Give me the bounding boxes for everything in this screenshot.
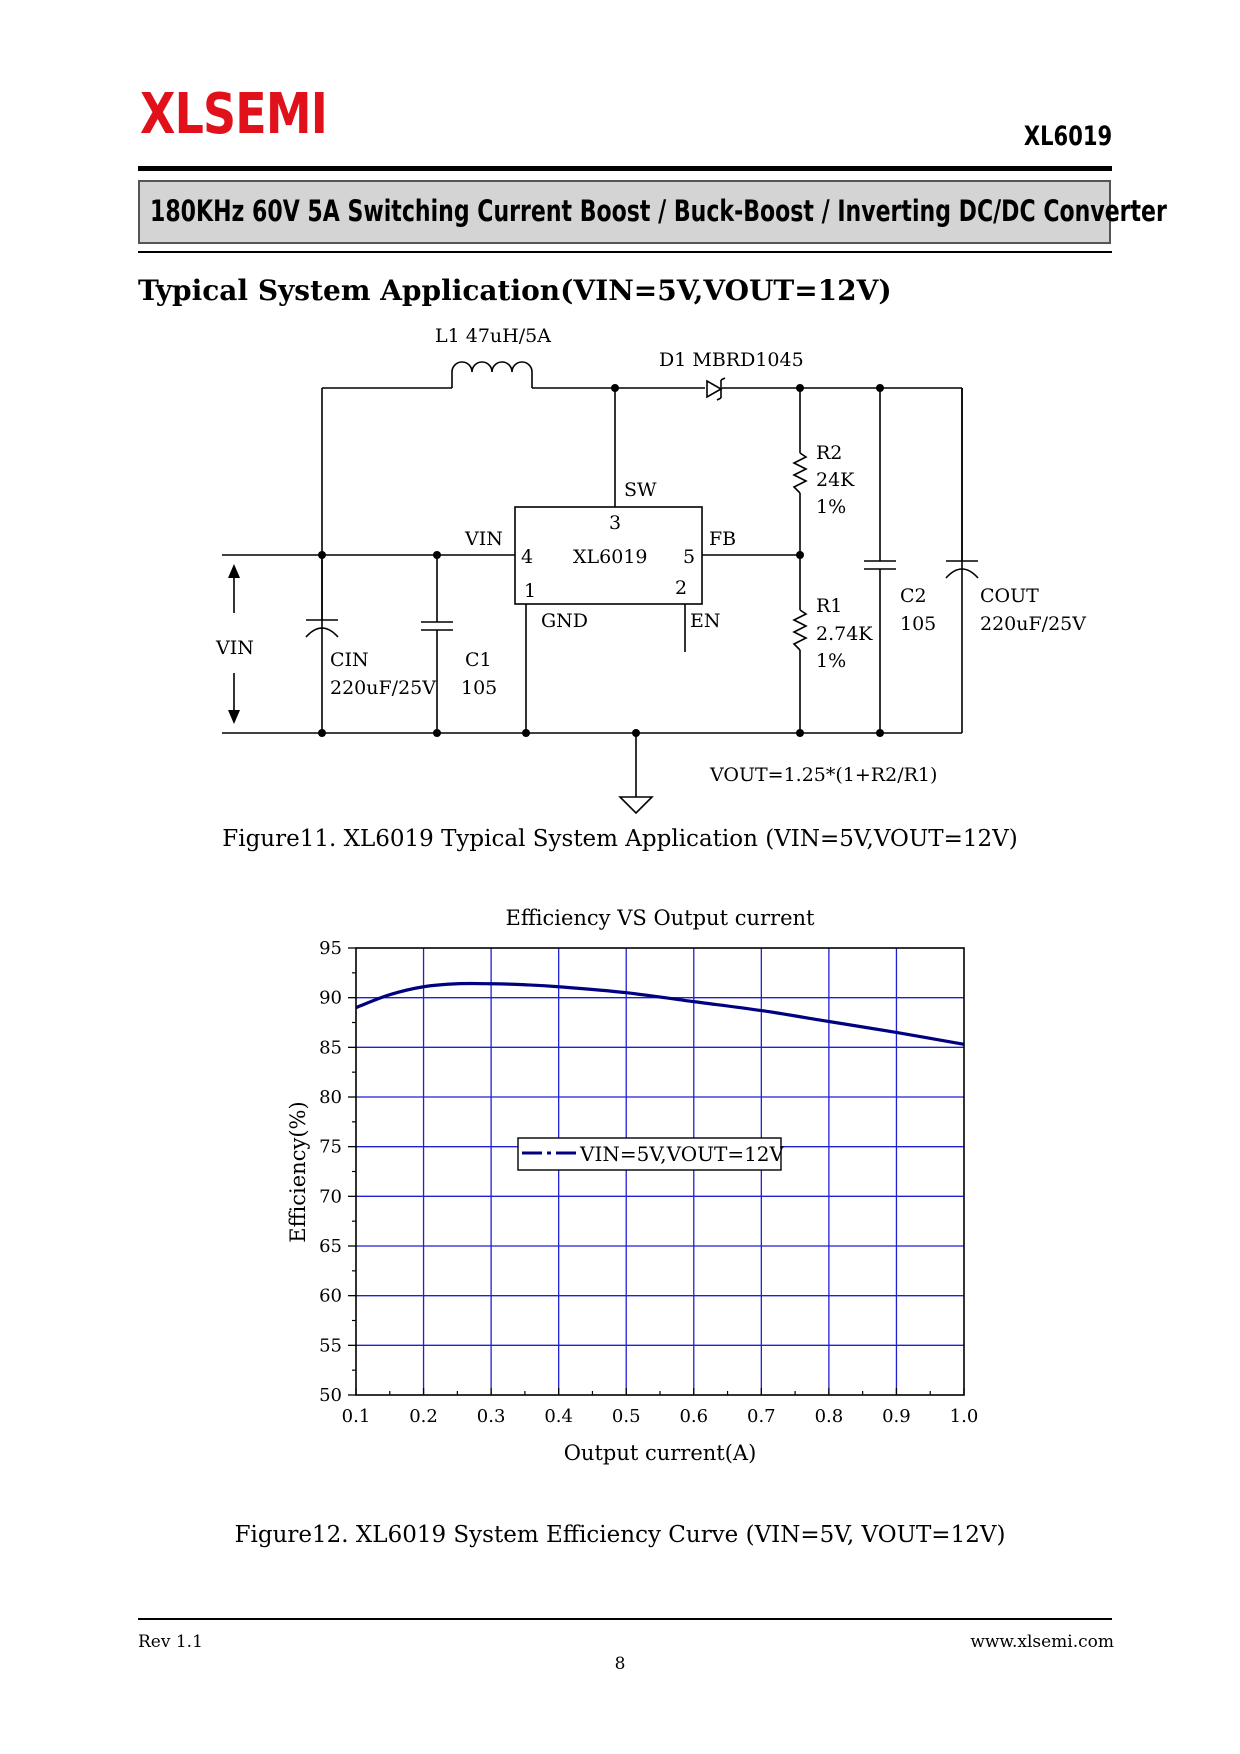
x-tick-label: 0.8 (814, 1406, 844, 1427)
fb-label: FB (709, 528, 737, 550)
footer-rule (138, 1618, 1112, 1620)
pin1-label: 1 (524, 580, 537, 602)
cout-value: 220uF/25V (980, 613, 1086, 635)
pin5-label: 5 (683, 546, 696, 568)
y-tick-label: 80 (319, 1087, 342, 1108)
revision-label: Rev 1.1 (138, 1632, 203, 1652)
c1-value: 105 (461, 677, 498, 699)
y-tick-label: 50 (319, 1385, 342, 1406)
l1-label: L1 47uH/5A (435, 325, 551, 347)
company-logo: XLSEMI (140, 82, 327, 147)
r1-label: R1 (816, 595, 843, 617)
y-tick-label: 90 (319, 987, 342, 1009)
page-number: 8 (614, 1654, 626, 1674)
x-tick-label: 0.4 (544, 1406, 573, 1427)
c1-label: C1 (465, 649, 492, 671)
x-tick-label: 0.2 (409, 1406, 438, 1427)
r2-value: 24K (816, 469, 855, 491)
y-tick-label: 55 (319, 1335, 342, 1357)
figure12-caption: Figure12. XL6019 System Efficiency Curve (VIN=5V, VOUT=12V) (234, 1522, 1006, 1548)
x-axis-label: Output current(A) (563, 1441, 757, 1465)
section-title: Typical System Application(VIN=5V,VOUT=12V) (138, 274, 892, 307)
y-tick-label: 85 (319, 1037, 342, 1059)
vin-label: VIN (216, 637, 254, 659)
chart-title: Efficiency VS Output current (505, 906, 815, 930)
y-axis-label: Efficiency(%) (286, 1101, 310, 1243)
c2-label: C2 (900, 585, 927, 607)
cout-label: COUT (980, 585, 1039, 607)
figure11-caption: Figure11. XL6019 Typical System Application (VIN=5V,VOUT=12V) (222, 826, 1018, 852)
gnd-label: GND (541, 610, 589, 632)
sw-label: SW (624, 479, 657, 501)
legend-label: VIN=5V,VOUT=12V (580, 1142, 784, 1166)
chart-legend (518, 1138, 785, 1170)
r1-tolerance: 1% (816, 650, 847, 672)
x-tick-label: 0.5 (611, 1406, 641, 1427)
r2-tolerance: 1% (816, 496, 847, 518)
pin4-label: 4 (521, 546, 534, 568)
c2-value: 105 (900, 613, 937, 635)
y-tick-label: 65 (319, 1236, 342, 1257)
en-label: EN (690, 610, 721, 632)
cin-value: 220uF/25V (330, 677, 436, 699)
cin-label: CIN (330, 649, 369, 671)
part-number: XL6019 (1023, 121, 1112, 152)
y-tick-label: 75 (319, 1136, 342, 1158)
x-tick-label: 0.1 (341, 1406, 371, 1427)
r2-label: R2 (816, 442, 843, 464)
x-tick-label: 0.6 (679, 1406, 709, 1427)
r1-value: 2.74K (816, 623, 873, 645)
d1-label: D1 MBRD1045 (659, 349, 804, 371)
efficiency-series-line (356, 983, 964, 1044)
website-link[interactable]: www.xlsemi.com (970, 1632, 1114, 1652)
y-tick-label: 70 (319, 1186, 342, 1208)
x-tick-label: 1.0 (949, 1406, 979, 1427)
x-tick-label: 0.3 (476, 1406, 506, 1427)
x-tick-label: 0.9 (882, 1406, 911, 1427)
y-tick-label: 95 (319, 938, 342, 959)
vout-formula: VOUT=1.25*(1+R2/R1) (710, 764, 938, 786)
document-title: 180KHz 60V 5A Switching Current Boost / Buck-Boost / Inverting DC/DC Converter (150, 194, 1167, 228)
y-tick-label: 60 (319, 1285, 342, 1307)
pin3-label: 3 (609, 512, 622, 534)
pin2-label: 2 (675, 577, 688, 599)
vin-pin-label: VIN (465, 528, 503, 550)
ic-label: XL6019 (573, 546, 648, 568)
x-tick-label: 0.7 (747, 1406, 776, 1427)
plot-frame (356, 948, 964, 1395)
